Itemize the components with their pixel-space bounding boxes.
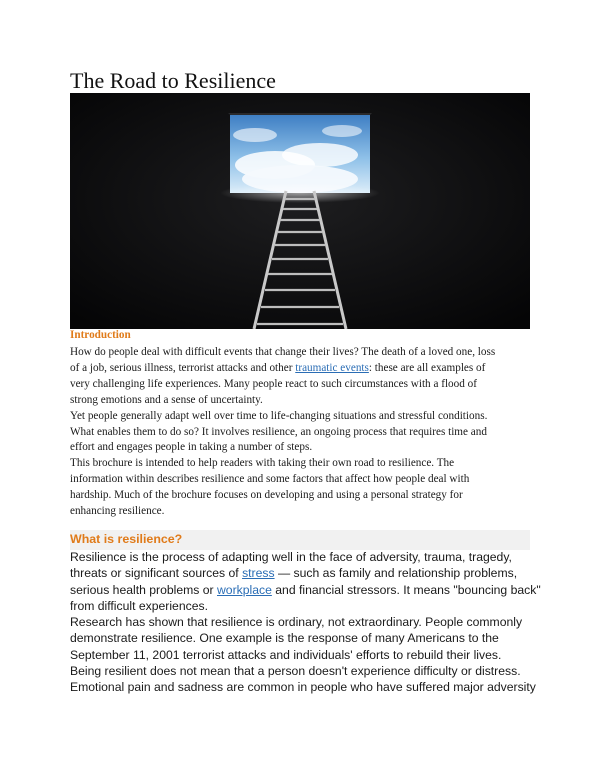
- text-fragment: and financial stressors. It means "bouncing back": [271, 582, 541, 597]
- text-line: Emotional pain and sadness are common in people who have suffered major adversity: [70, 680, 536, 695]
- text-line: This brochure is intended to help readers with taking their own road to resilience. The: [70, 457, 455, 470]
- intro-paragraph-2: [70, 409, 532, 457]
- text-fragment: threats or significant sources of: [70, 566, 243, 581]
- text-fragment: — such as family and relationship problems,: [274, 566, 518, 581]
- resilience-paragraph-3: [70, 663, 536, 696]
- text-line: Yet people generally adapt well over time to life-changing situations and stressful conditions.: [70, 409, 488, 422]
- section-heading-bar: [70, 530, 530, 550]
- resilience-paragraph-1: [70, 549, 541, 614]
- text-line: strong emotions and a sense of uncertainty.: [70, 393, 263, 406]
- text-line: What enables them to do so? It involves resilience, an ongoing process that requires time and: [70, 425, 487, 438]
- workplace-link[interactable]: workplace: [217, 582, 272, 597]
- text-line: Resilience is the process of adapting well in the face of adversity, trauma, tragedy,: [70, 550, 512, 564]
- resilience-paragraph-2: [70, 614, 532, 663]
- text-line: hardship. Much of the brochure focuses on developing and using a personal strategy for: [70, 489, 463, 502]
- text-fragment: of a job, serious illness, terrorist attacks and other: [70, 361, 296, 374]
- page-title: The Road to Resilience: [70, 68, 276, 93]
- text-line: How do people deal with difficult events that change their lives? The death of a loved one, loss: [70, 346, 496, 358]
- what-is-resilience-heading: What is resilience?: [70, 532, 183, 546]
- introduction-heading: Introduction: [70, 329, 131, 341]
- text-fragment: : these are all examples of: [368, 361, 486, 374]
- text-line: Research has shown that resilience is ordinary, not extraordinary. People commonly: [70, 615, 523, 630]
- text-line: [70, 565, 532, 581]
- intro-paragraph-1: [70, 345, 532, 409]
- stress-link[interactable]: stress: [242, 566, 275, 581]
- text-line: enhancing resilience.: [70, 505, 165, 518]
- text-line: effort and engages people in taking a number of steps.: [70, 441, 313, 454]
- text-fragment: serious health problems or: [70, 582, 217, 597]
- text-line: very challenging life experiences. Many people react to such circumstances with a flood of: [70, 377, 477, 390]
- text-line: September 11, 2001 terrorist attacks and individuals' efforts to rebuild their lives.: [70, 647, 502, 662]
- text-line: from difficult experiences.: [70, 598, 208, 613]
- text-line: [70, 361, 532, 377]
- intro-paragraph-3: [70, 456, 532, 520]
- text-line: demonstrate resilience. One example is the response of many Americans to the: [70, 631, 499, 646]
- traumatic-events-link[interactable]: traumatic events: [295, 361, 369, 374]
- text-line: [70, 582, 541, 598]
- text-line: Being resilient does not mean that a person doesn't experience difficulty or distress.: [70, 664, 521, 679]
- text-line: information within describes resilience and some factors that affect how people deal with: [70, 473, 470, 486]
- ladder-to-sky-image: [70, 93, 530, 329]
